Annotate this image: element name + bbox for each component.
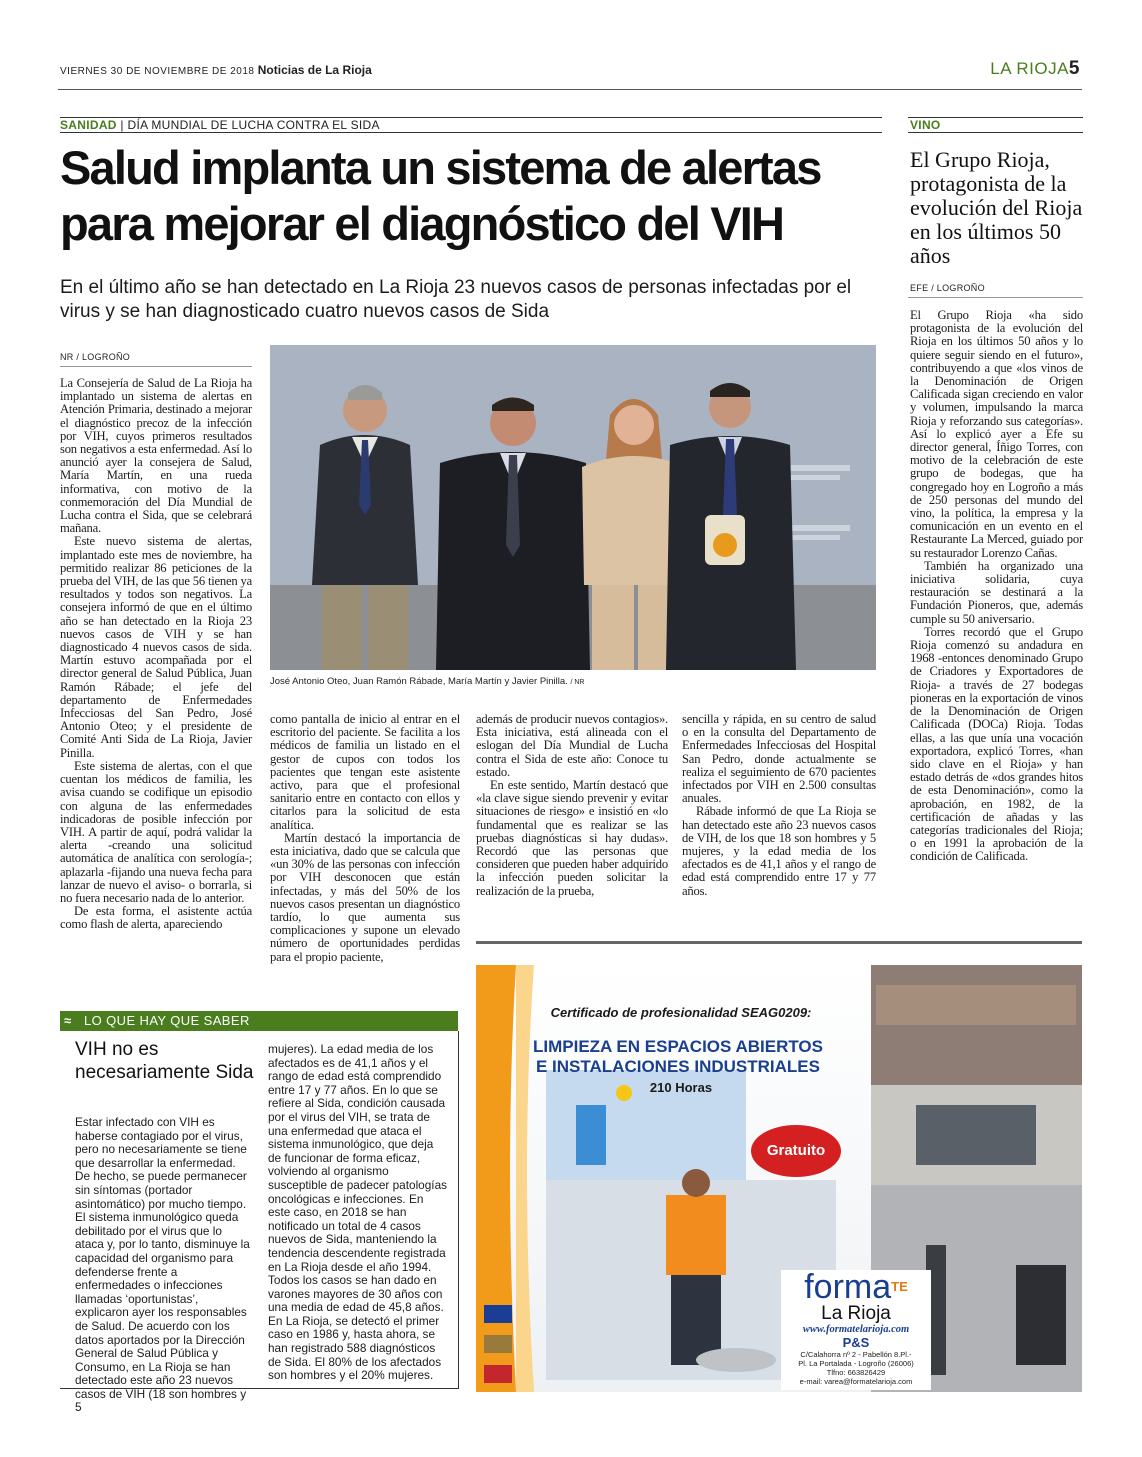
- headline-line-2: para mejorar el diagnóstico del VIH: [60, 197, 784, 250]
- ad-company: P&S: [842, 1335, 870, 1350]
- article-paragraph: como pantalla de inicio al entrar en el escritorio del paciente. Se facilita a los médicos de familia un listado en el gestor de cupos con todos los pacientes que tengan este asistente activo, para que el profesional sanitario entre en contacto con ellos y citarlos para la solicitud de esta analítica.: [270, 712, 460, 832]
- ad-brand-logo: [781, 1270, 931, 1304]
- ad-contact: [781, 1350, 931, 1386]
- know-box-label: LO QUE HAY QUE SABER: [84, 1013, 250, 1028]
- header-region: LA RIOJA: [990, 59, 1069, 78]
- article-paragraph: Martín destacó la importancia de esta iniciativa, dado que se calcula que «un 30% de las personas con infección por VIH desconocen que están infectadas, y más del 50% de los nuevos casos presentan un diagnóstico tardío, lo que aumenta sus complicaciones y supone un elevado número de oportunidades perdidas para el propio paciente,: [270, 830, 460, 964]
- rss-icon: ≈: [64, 1013, 72, 1028]
- sidebar-paragraph: También ha organizado una iniciativa solidaria, cuya restauración se destinará a la Fundación Pioneros, que, además cumple su 50 aniversario.: [910, 558, 1083, 626]
- section-kicker: SANIDAD: [60, 118, 117, 132]
- article-column-2: [270, 713, 460, 964]
- section-label: [60, 118, 380, 132]
- article-paragraph: además de producir nuevos contagios». Esta iniciativa, está alineada con el eslogan del Día Mundial de Lucha contra el Sida de este año: Conoce tu estado.: [476, 712, 668, 779]
- photo-caption: [270, 676, 870, 687]
- ad-brand-mark: TE: [891, 1279, 908, 1294]
- article-paragraph: Este sistema de alertas, con el que cuentan los médicos de familia, les avisa cuando se codifique un episodio con alguna de las enfermedades indicadoras de posible infección por VIH. A partir de aquí, podrá validar la alerta -creando una solicitud automática de analítica con serología-; aplazarla -fijando una nueva fecha para lanzar de nuevo el aviso- o borrarla, si no fuera necesario nada de lo anterior.: [60, 758, 252, 905]
- article-column-4: [682, 713, 876, 898]
- advertisement: [476, 965, 1082, 1392]
- header-divider: [58, 89, 1082, 90]
- ad-brand-region: La Rioja: [821, 1303, 891, 1324]
- ad-address-1: C/Calahorra nº 2 - Pabellón 8.Pl.-: [800, 1350, 912, 1359]
- ad-url: www.formatelarioja.com: [802, 1324, 910, 1335]
- section-topic: | DÍA MUNDIAL DE LUCHA CONTRA EL SIDA: [120, 118, 380, 132]
- ad-email: e-mail: varea@formatelarioja.com: [799, 1377, 913, 1386]
- sidebar-byline-rule: [908, 297, 1083, 298]
- article-paragraph: La Consejería de Salud de La Rioja ha implantado un sistema de alertas en Atención Primaria, destinado a mejorar el diagnóstico precoz de la infección por VIH, cuyos primeros resultados son negativos a esta enfermedad. Así lo anunció ayer la consejera de Salud, María Martín, en una rueda informativa, con motivo de la conmemoración del Día Mundial de Lucha contra el Sida, que se celebrará mañana.: [60, 376, 252, 536]
- headline-line-1: Salud implanta un sistema de alertas: [60, 141, 821, 194]
- section-bottom-rule: [60, 132, 882, 133]
- article-paragraph: En este sentido, Martín destacó que «la clave sigue siendo prevenir y evitar situaciones de riesgo» e insistió en «lo fundamental que es realizar se las pruebas diagnósticas si hay dudas». Recordó que las personas que consideren que pueden haber adquirido la infección pueden solicitar la realización de la prueba,: [476, 778, 668, 898]
- ad-free-badge: Gratuito: [751, 1125, 841, 1177]
- sidebar-byline: EFE / LOGROÑO: [910, 283, 985, 293]
- caption-text: José Antonio Oteo, Juan Ramón Rábade, María Martín y Javier Pinilla.: [270, 676, 568, 687]
- main-byline: NR / LOGROÑO: [60, 352, 131, 362]
- know-box-header: [60, 1011, 458, 1031]
- sidebar-section-label: [910, 118, 941, 132]
- article-column-3: [476, 713, 668, 898]
- know-box-title: VIH no es necesariamente Sida: [75, 1039, 254, 1083]
- ad-background-illustration: [476, 965, 1082, 1392]
- press-photo: [270, 345, 876, 670]
- sidebar-section-rule: [908, 132, 1083, 133]
- ad-phone: Tlfno: 663826429: [826, 1368, 886, 1377]
- sidebar-paragraph: El Grupo Rioja «ha sido protagonista de la evolución del Rioja en los últimos 50 años y lo quiere seguir siendo en el futuro», contribuyendo a que «los vinos de la Denominación de Origen Calificada sigan creciendo en valor y volumen, impulsando la marca Rioja y reforzando sus categorías». Así lo explicó ayer a Efe su director general, Íñigo Torres, con motivo de la celebración de este grupo de bodegas, que ha congregado hoy en Logroño a más de 250 personas del mundo del vino, la política, la empresa y la comunicación en un evento en el Restaurante La Merced, guiado por su restaurador Lorenzo Cañas.: [910, 308, 1083, 560]
- sidebar-paragraph: Torres recordó que el Grupo Rioja comenzó su andadura en 1968 -entonces denominado Grupo de Criadores y Exportadores de Rioja- a través de 27 bodegas pioneras en la exportación de vinos de la Denominación de Origen Calificada (DOCa) Rioja. Todas ellas, a las que unía una vocación exportadora, explicó Torres, «han sido clave en el Rioja» y han estado detrás de «dos grandes hitos de esta Denominación», como la aprobación, en 1982, de la certificación de añadas y las categorías tradicionales del Rioja; o en 1991 la aprobación de la condición de Calificada.: [910, 624, 1083, 864]
- header-page-label: [990, 58, 1080, 80]
- subheadline: En el último año se han detectado en La Rioja 23 nuevos casos de personas infectadas por el virus y se han diagnosticado cuatro nuevos casos de Sida: [60, 277, 852, 322]
- page-number: 5: [1068, 58, 1080, 79]
- header-date: VIERNES 30 DE NOVIEMBRE DE 2018: [60, 66, 255, 77]
- header-date-line: [60, 63, 372, 77]
- article-paragraph: De esta forma, el asistente actúa como flash de alerta, apareciendo: [60, 904, 252, 932]
- ad-certificate: Certificado de profesionalidad SEAG0209:: [550, 1005, 812, 1020]
- sidebar-body: [910, 309, 1083, 864]
- main-headline: [60, 140, 880, 252]
- ad-divider: [476, 941, 1082, 944]
- ad-title-line-1: LIMPIEZA EN ESPACIOS ABIERTOS: [533, 1037, 823, 1056]
- byline-rule: [60, 366, 252, 367]
- press-photo-illustration: [270, 345, 876, 670]
- caption-credit: / NR: [570, 679, 585, 686]
- know-box-column-2: mujeres). La edad media de los afectados es de 41,1 años y el rango de edad está comprendido entre 17 y 77 años. En lo que se refiere al Sida, condición causada por el virus del VIH, se trata de una enfermedad que ataca el sistema inmunológico, que deja de funcionar de forma eficaz, volviendo al organismo susceptible de padecer patologías oncológicas e infecciones. En este caso, en 2018 se han notificado un total de 4 casos nuevos de Sida, manteniendo la tendencia descendente registrada en La Rioja desde el año 1994. Todos los casos se han dado en varones mayores de 30 años con una media de edad de 45,8 años. En La Rioja, se detectó el primer caso en 1986 y, hasta ahora, se han registrado 588 diagnósticos de Sida. El 80% de los afectados son hombres y el 20% mujeres.: [268, 1042, 448, 1383]
- ad-hours: 210 Horas: [649, 1080, 713, 1095]
- article-paragraph: Rábade informó de que La Rioja se han detectado este año 23 nuevos casos de VIH, de los que 18 son hombres y 5 mujeres, y la edad media de los afectados es de 41,1 años y el rango de edad está comprendido entre 17 y 77 años.: [682, 804, 876, 898]
- header-section-name: Noticias de La Rioja: [257, 63, 372, 77]
- ad-address-2: Pl. La Portalada - Logroño (26006): [798, 1359, 914, 1368]
- sidebar-kicker: VINO: [910, 118, 941, 132]
- ad-title-line-2: E INSTALACIONES INDUSTRIALES: [536, 1057, 820, 1076]
- ad-brand-name: forma: [804, 1268, 892, 1306]
- article-paragraph: sencilla y rápida, en su centro de salud o en la consulta del Departamento de Enfermedades Infecciosas del Hospital San Pedro, donde actualmente se realiza el seguimiento de 670 pacientes infectados por VIH en 2.500 consultas anuales.: [682, 712, 876, 806]
- ad-course-title: [498, 1037, 858, 1077]
- ad-brand-block: [781, 1270, 931, 1386]
- article-column-1: [60, 377, 252, 932]
- sidebar-headline: El Grupo Rioja, protagonista de la evolución del Rioja en los últimos 50 años: [910, 147, 1083, 268]
- article-paragraph: Este nuevo sistema de alertas, implantado este mes de noviembre, ha permitido realizar 86 peticiones de la prueba del VIH, de las que 56 tienen ya resultados y todos son negativos. La consejera informó de que en el último año se han detectado en la Rioja 23 nuevos casos de VIH y se han diagnosticado 4 nuevos casos de sida. Martín estuvo acompañada por el director general de Salud Pública, Juan Ramón Rábade; el jefe del departamento de Enfermedades Infecciosas del San Pedro, José Antonio Oteo; y el presidente de Comité Anti Sida de La Rioja, Javier Pinilla.: [60, 534, 252, 760]
- know-box-column-1: Estar infectado con VIH es haberse contagiado por el virus, pero no necesariamente se tiene que desarrollar la enfermedad. De hecho, se puede permanecer sin síntomas (portador asintomático) por mucho tiempo. El sistema inmunológico queda debilitado por el virus que lo ataca y, por lo tanto, disminuye la capacidad del organismo para defenderse frente a enfermedades o infecciones llamadas ‘oportunistas’, explicaron ayer los responsables de Salud. De acuerdo con los datos aportados por la Dirección General de Salud Pública y Consumo, en La Rioja se han detectado este año 23 nuevos casos de VIH (18 son hombres y 5: [75, 1115, 250, 1415]
